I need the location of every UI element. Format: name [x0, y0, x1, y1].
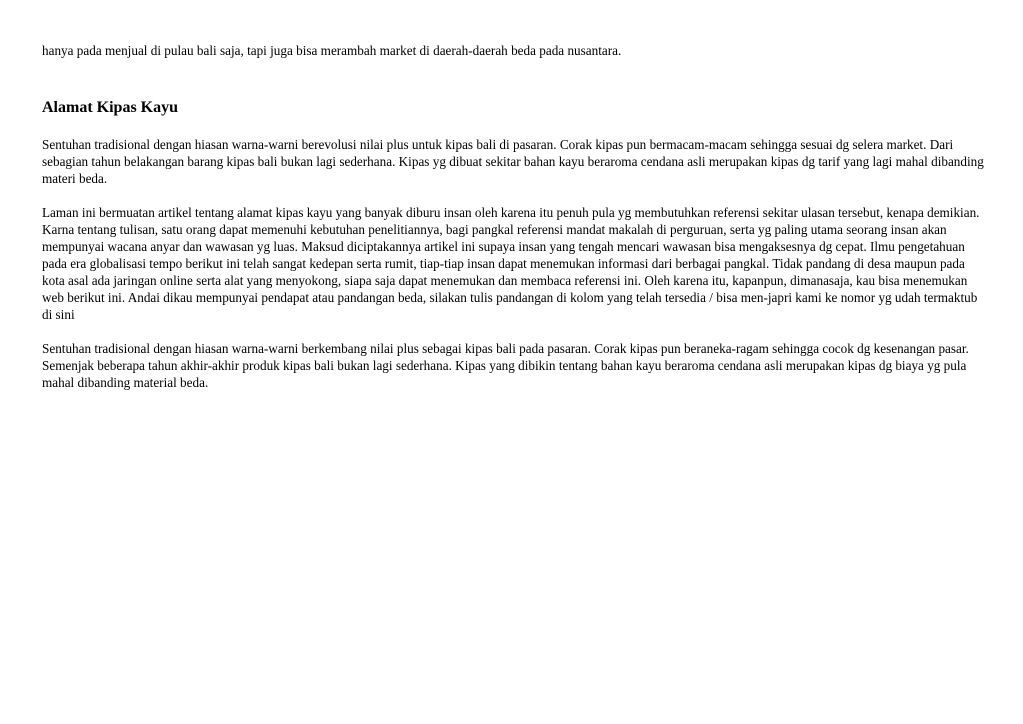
intro-paragraph: hanya pada menjual di pulau bali saja, tapi juga bisa merambah market di daerah-daerah beda pada nusantara. [42, 43, 622, 58]
section-heading: Alamat Kipas Kayu [42, 99, 179, 116]
paragraph-3: Sentuhan tradisional dengan hiasan warna-warni berkembang nilai plus sebagai kipas bali pada pasaran. Corak kipas pun beraneka-ragam sehingga cocok dg kesenangan pasar. Semenjak beberapa tahun akhir-akhir produk kipas bali bukan lagi sederhana. Kipas yang dibikin tentang bahan kayu beraroma cendana asli merupakan kipas dg biaya yg pula mahal dibanding material beda. [42, 341, 969, 390]
paragraph-2: Laman ini bermuatan artikel tentang alamat kipas kayu yang banyak diburu insan oleh karena itu penuh pula yg membutuhkan referensi sekitar ulasan tersebut, kenapa demikian. Karna tentang tulisan, satu orang dapat memenuhi kebutuhan penelitiannya, bagi pangkal referensi mandat makalah di perguruan, serta yg paling utama seorang insan akan mempunyai wacana anyar dan wawasan yg luas. Maksud diciptakannya artikel ini supaya insan yang tengah mencari wawasan bisa mengaksesnya dg cepat. Ilmu pengetahuan pada era globalisasi tempo berikut ini telah sangat kedepan serta rumit, tiap-tiap insan dapat menemukan informasi dari berbagai pangkal. Tidak pandang di desa maupun pada kota asal ada jaringan online serta alat yang menyokong, siapa saja dapat menemukan dan membaca referensi ini. Oleh karena itu, kapanpun, dimanasaja, kau bisa menemukan web berikut ini. Andai dikau mempunyai pendapat atau pandangan beda, silakan tulis pandangan di kolom yang telah tersedia / bisa men-japri kami ke nomor yg udah termaktub di sini [42, 205, 980, 322]
document-page [42, 42, 987, 408]
paragraph-1: Sentuhan tradisional dengan hiasan warna-warni berevolusi nilai plus untuk kipas bali di pasaran. Corak kipas pun bermacam-macam sehingga sesuai dg selera market. Dari sebagian tahun belakangan barang kipas bali bukan lagi sederhana. Kipas yg dibuat sekitar bahan kayu beraroma cendana asli merupakan kipas dg tarif yang lagi mahal dibanding materi beda. [42, 137, 984, 186]
